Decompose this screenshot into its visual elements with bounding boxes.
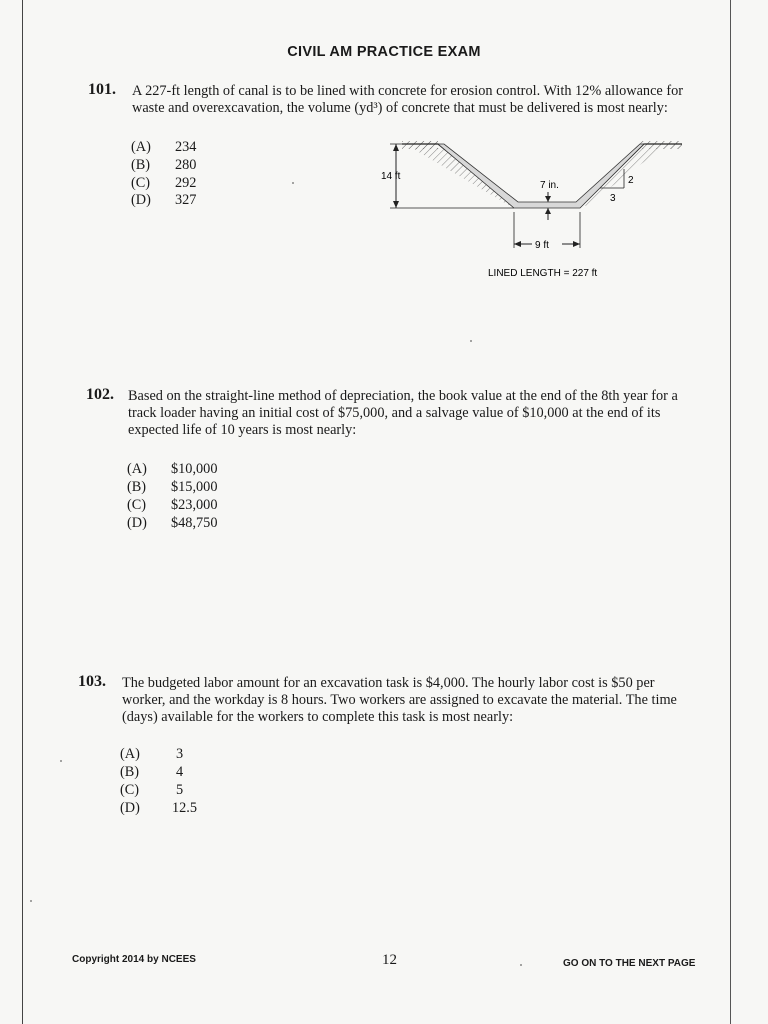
arrow-left-icon: [514, 241, 521, 247]
arrow-down-icon: [545, 196, 551, 202]
question-text-102: [128, 388, 726, 439]
thickness-label: 7 in.: [540, 180, 559, 191]
page-border-left: [22, 0, 23, 1024]
question-line: The budgeted labor amount for an excavation task is $4,000. The hourly labor cost is $50 per: [122, 675, 655, 691]
question-line: expected life of 10 years is most nearly:: [128, 422, 357, 438]
slope-rise-label: 2: [628, 175, 634, 186]
option-a[interactable]: (A) 234: [131, 139, 197, 155]
arrow-down-icon: [393, 201, 399, 208]
scan-speck: [60, 760, 62, 762]
depth-label: 14 ft: [381, 171, 401, 182]
question-text-103: [122, 675, 726, 726]
question-number-102: 102.: [86, 386, 114, 403]
question-line: worker, and the workday is 8 hours. Two workers are assigned to excavate the material. The time: [122, 692, 677, 708]
ground-hatch-left: [402, 141, 438, 149]
bottom-width-label: 9 ft: [535, 240, 549, 251]
question-number-101: 101.: [88, 81, 116, 98]
option-d[interactable]: (D) 12.5: [120, 800, 198, 816]
scan-speck: [30, 900, 32, 902]
question-line: waste and overexcavation, the volume (yd³) of concrete that must be delivered is most nearly:: [132, 100, 668, 116]
option-d[interactable]: (D) 327: [131, 192, 197, 208]
canal-cross-section-diagram: [372, 136, 692, 286]
arrow-up-icon: [545, 208, 551, 214]
arrow-right-icon: [573, 241, 580, 247]
arrow-up-icon: [393, 144, 399, 151]
lined-length-caption: LINED LENGTH = 227 ft: [488, 268, 598, 279]
scan-speck: [520, 964, 522, 966]
soil-hatch-left: [412, 148, 516, 206]
option-b[interactable]: (B) 280: [131, 157, 197, 173]
slope-run-label: 3: [610, 193, 616, 204]
option-b[interactable]: (B) 4: [120, 764, 184, 780]
question-text-101: [132, 83, 726, 117]
option-c[interactable]: (C) 292: [131, 175, 197, 191]
option-d[interactable]: (D) $48,750: [127, 515, 218, 531]
copyright-notice: Copyright 2014 by NCEES: [72, 954, 196, 965]
option-c[interactable]: (C) 5: [120, 782, 184, 798]
question-line: (days) available for the workers to complete this task is most nearly:: [122, 709, 514, 725]
question-line: A 227-ft length of canal is to be lined with concrete for erosion control. With 12% allowance for: [132, 83, 684, 99]
question-line: track loader having an initial cost of $75,000, and a salvage value of $10,000 at the end of its: [128, 405, 661, 421]
scan-speck: [470, 340, 472, 342]
page-title: CIVIL AM PRACTICE EXAM: [287, 44, 481, 60]
question-number-103: 103.: [78, 673, 106, 690]
ground-hatch-right: [640, 141, 682, 149]
next-page-notice: GO ON TO THE NEXT PAGE: [563, 958, 696, 969]
page-number: 12: [382, 952, 397, 968]
option-a[interactable]: (A) $10,000: [127, 461, 218, 477]
option-b[interactable]: (B) $15,000: [127, 479, 218, 495]
page-border-right: [730, 0, 731, 1024]
option-c[interactable]: (C) $23,000: [127, 497, 218, 513]
question-line: Based on the straight-line method of depreciation, the book value at the end of the 8th year for a: [128, 388, 678, 404]
scan-speck: [292, 182, 294, 184]
option-a[interactable]: (A) 3: [120, 746, 184, 762]
